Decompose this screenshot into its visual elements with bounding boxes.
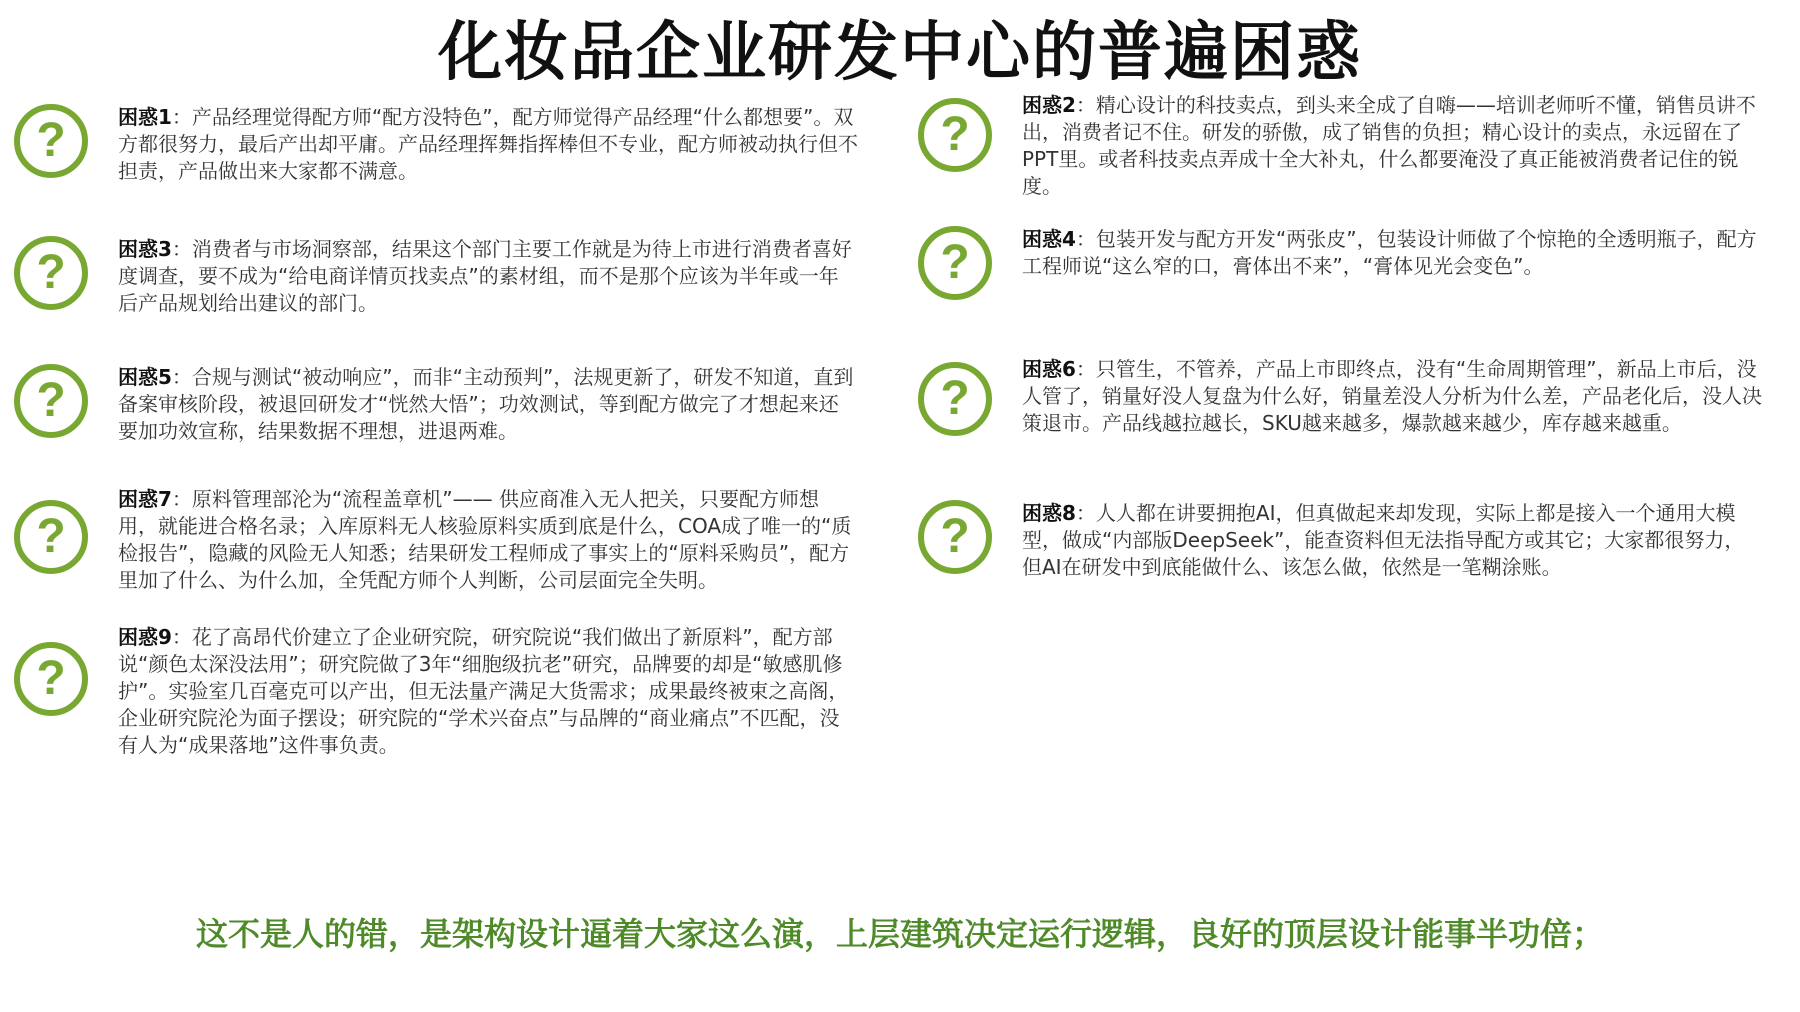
question-circle-icon: ?: [14, 500, 88, 574]
card-label: 困惑1: [118, 105, 172, 129]
question-circle-icon: ?: [14, 642, 88, 716]
question-circle-icon: ?: [14, 364, 88, 438]
card-text: 消费者与市场洞察部，结果这个部门主要工作就是为待上市进行消费者喜好度调查，要不成为“给电商详情页找卖点”的素材组，而不是那个应该为半年或一年后产品规划给出建议的部门。: [118, 237, 852, 315]
card-text: 人人都在讲要拥抱AI，但真做起来却发现，实际上都是接入一个通用大模型，做成“内部版DeepSeek”，能查资料但无法指导配方或其它；大家都很努力，但AI在研发中到底能做什么、该怎么做，依然是一笔糊涂账。: [1022, 501, 1745, 579]
card-separator: ：: [1075, 501, 1096, 525]
card-text: 包装开发与配方开发“两张皮”，包装设计师做了个惊艳的全透明瓶子，配方工程师说“这么窄的口，膏体出不来”，“膏体见光会变色”。: [1022, 227, 1757, 278]
card-label: 困惑2: [1022, 93, 1076, 117]
card-label: 困惑3: [118, 237, 172, 261]
question-circle-icon: ?: [14, 236, 88, 310]
card-label: 困惑9: [118, 625, 172, 649]
card-label: 困惑4: [1022, 227, 1076, 251]
card-separator: ：: [171, 105, 192, 129]
confusion-card-1: [14, 104, 858, 185]
card-separator: ：: [171, 625, 192, 649]
confusion-card-3: [14, 236, 858, 317]
confusion-card-6: [918, 356, 1762, 437]
card-label: 困惑7: [118, 487, 172, 511]
card-text: 产品经理觉得配方师“配方没特色”，配方师觉得产品经理“什么都想要”。双方都很努力，最后产出却平庸。产品经理挥舞指挥棒但不专业，配方师被动执行但不担责，产品做出来大家都不满意。: [118, 105, 858, 183]
confusion-card-8: [918, 500, 1762, 581]
card-separator: ：: [1075, 357, 1096, 381]
card-separator: ：: [171, 365, 192, 389]
confusion-card-4: [918, 226, 1762, 300]
card-text: 原料管理部沦为“流程盖章机”—— 供应商准入无人把关，只要配方师想用，就能进合格名录；入库原料无人核验原料实质到底是什么，COA成了唯一的“质检报告”，隐藏的风险无人知悉；结果研发工程师成了事实上的“原料采购员”，配方里加了什么、为什么加，全凭配方师个人判断，公司层面完全失明。: [118, 487, 852, 592]
card-text: 精心设计的科技卖点，到头来全成了自嗨——培训老师听不懂，销售员讲不出，消费者记不住。研发的骄傲，成了销售的负担；精心设计的卖点，永远留在了PPT里。或者科技卖点弄成十全大补丸，什么都要淹没了真正能被消费者记住的锐度。: [1022, 93, 1756, 198]
card-label: 困惑8: [1022, 501, 1076, 525]
page-title: 化妆品企业研发中心的普遍困惑: [438, 16, 1362, 90]
card-separator: ：: [1075, 93, 1096, 117]
question-circle-icon: ?: [918, 500, 992, 574]
question-circle-icon: ?: [14, 104, 88, 178]
card-text: 合规与测试“被动响应”，而非“主动预判”，法规更新了，研发不知道，直到备案审核阶段，被退回研发才“恍然大悟”；功效测试，等到配方做完了才想起来还要加功效宣称，结果数据不理想，进退两难。: [118, 365, 854, 443]
conclusion-text: 这不是人的错，是架构设计逼着大家这么演，上层建筑决定运行逻辑，良好的顶层设计能事半功倍；: [195, 915, 1604, 953]
card-separator: ：: [171, 237, 192, 261]
card-separator: ：: [171, 487, 192, 511]
question-circle-icon: ?: [918, 362, 992, 436]
confusion-card-2: [918, 92, 1762, 200]
card-text: 只管生，不管养，产品上市即终点，没有“生命周期管理”，新品上市后，没人管了，销量好没人复盘为什么好，销量差没人分析为什么差，产品老化后，没人决策退市。产品线越拉越长，SKU越来越多，爆款越来越少，库存越来越重。: [1022, 357, 1762, 435]
card-text: 花了高昂代价建立了企业研究院，研究院说“我们做出了新原料”，配方部说“颜色太深没法用”；研究院做了3年“细胞级抗老”研究，品牌要的却是“敏感肌修护”。实验室几百毫克可以产出，但无法量产满足大货需求；成果最终被束之高阁，企业研究院沦为面子摆设；研究院的“学术兴奋点”与品牌的“商业痛点”不匹配，没有人为“成果落地”这件事负责。: [118, 625, 849, 757]
card-label: 困惑5: [118, 365, 172, 389]
card-label: 困惑6: [1022, 357, 1076, 381]
confusion-card-5: [14, 364, 858, 445]
question-circle-icon: ?: [918, 226, 992, 300]
confusion-card-7: [14, 486, 858, 594]
card-separator: ：: [1075, 227, 1096, 251]
question-circle-icon: ?: [918, 98, 992, 172]
confusion-card-9: [14, 624, 858, 759]
